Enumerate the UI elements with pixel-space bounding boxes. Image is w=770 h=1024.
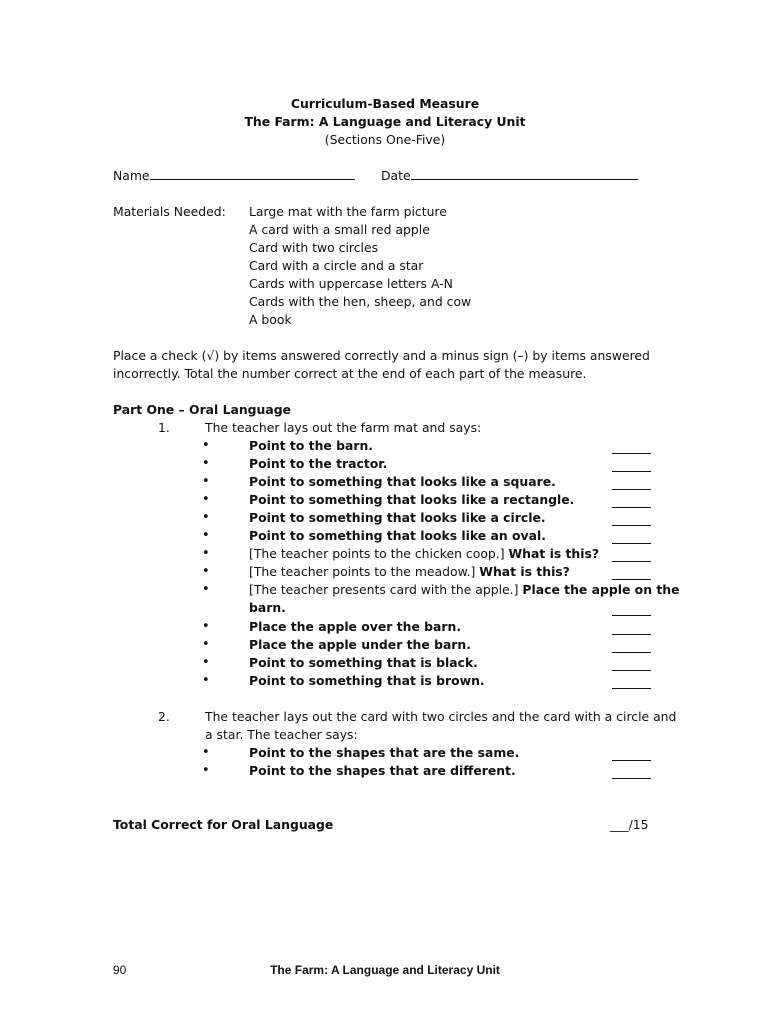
bullet-icon: • bbox=[202, 492, 210, 507]
name-label: Name bbox=[113, 168, 150, 183]
bullet-icon: • bbox=[202, 655, 210, 670]
materials-item: Cards with the hen, sheep, and cow bbox=[249, 294, 472, 309]
question-intro: The teacher lays out the farm mat and says: bbox=[205, 420, 482, 435]
score-blank[interactable] bbox=[612, 524, 651, 526]
instructions-line: Place a check (√) by items answered correctly and a minus sign (–) by items answered bbox=[113, 348, 650, 363]
bullet-icon: • bbox=[202, 438, 210, 453]
score-blank[interactable] bbox=[612, 488, 651, 490]
list-item-continuation: barn. bbox=[249, 600, 286, 615]
score-blank[interactable] bbox=[612, 470, 651, 472]
bullet-icon: • bbox=[202, 745, 210, 760]
materials-item: Cards with uppercase letters A-N bbox=[249, 276, 453, 291]
page-number: 90 bbox=[113, 963, 127, 977]
score-blank[interactable] bbox=[612, 614, 651, 616]
bullet-icon: • bbox=[202, 546, 210, 561]
list-item: Point to the shapes that are the same. bbox=[249, 745, 520, 760]
bullet-icon: • bbox=[202, 582, 210, 597]
date-line bbox=[411, 178, 638, 180]
question-intro: a star. The teacher says: bbox=[205, 727, 358, 742]
materials-label: Materials Needed: bbox=[113, 204, 226, 219]
score-blank[interactable] bbox=[612, 452, 651, 454]
bullet-icon: • bbox=[202, 474, 210, 489]
question-number: 1. bbox=[158, 420, 170, 435]
materials-item: Card with two circles bbox=[249, 240, 379, 255]
score-blank[interactable] bbox=[612, 759, 651, 761]
score-blank[interactable] bbox=[612, 777, 651, 779]
bullet-icon: • bbox=[202, 763, 210, 778]
part-one-heading: Part One – Oral Language bbox=[113, 402, 292, 417]
name-field[interactable] bbox=[113, 168, 355, 183]
question-number: 2. bbox=[158, 709, 170, 724]
score-blank[interactable] bbox=[612, 560, 651, 562]
list-item: Point to something that looks like a circle. bbox=[249, 510, 546, 525]
score-blank[interactable] bbox=[612, 687, 651, 689]
instructions-line: incorrectly. Total the number correct at the end of each part of the measure. bbox=[113, 366, 587, 381]
materials-item: Large mat with the farm picture bbox=[249, 204, 447, 219]
footer-title: The Farm: A Language and Literacy Unit bbox=[270, 963, 500, 977]
date-field[interactable] bbox=[381, 168, 638, 183]
materials-item: Card with a circle and a star bbox=[249, 258, 424, 273]
score-blank[interactable] bbox=[612, 506, 651, 508]
bullet-icon: • bbox=[202, 619, 210, 634]
total-score[interactable]: ___/15 bbox=[610, 817, 649, 832]
bullet-icon: • bbox=[202, 673, 210, 688]
list-item: [The teacher points to the chicken coop.] What is this? bbox=[249, 546, 600, 561]
list-item: Point to something that looks like a square. bbox=[249, 474, 556, 489]
list-item: Point to something that looks like a rectangle. bbox=[249, 492, 575, 507]
materials-item: A card with a small red apple bbox=[249, 222, 430, 237]
bullet-icon: • bbox=[202, 456, 210, 471]
list-item: Point to something that is brown. bbox=[249, 673, 485, 688]
document-title: Curriculum-Based Measure bbox=[290, 96, 480, 111]
score-blank[interactable] bbox=[612, 633, 651, 635]
score-blank[interactable] bbox=[612, 669, 651, 671]
materials-item: A book bbox=[249, 312, 292, 327]
list-item: Point to something that is black. bbox=[249, 655, 478, 670]
date-label: Date bbox=[381, 168, 411, 183]
score-blank[interactable] bbox=[612, 578, 651, 580]
list-item: Place the apple over the barn. bbox=[249, 619, 462, 634]
bullet-icon: • bbox=[202, 564, 210, 579]
score-blank[interactable] bbox=[612, 651, 651, 653]
list-item: Point to the barn. bbox=[249, 438, 373, 453]
total-label: Total Correct for Oral Language bbox=[113, 817, 334, 832]
bullet-icon: • bbox=[202, 637, 210, 652]
bullet-icon: • bbox=[202, 528, 210, 543]
unit-title: The Farm: A Language and Literacy Unit bbox=[244, 114, 526, 129]
list-item: Point to the tractor. bbox=[249, 456, 388, 471]
name-line bbox=[150, 178, 355, 180]
list-item: [The teacher points to the meadow.] What is this? bbox=[249, 564, 570, 579]
score-blank[interactable] bbox=[612, 542, 651, 544]
list-item: Point to something that looks like an oval. bbox=[249, 528, 546, 543]
list-item: Point to the shapes that are different. bbox=[249, 763, 516, 778]
list-item: Place the apple under the barn. bbox=[249, 637, 471, 652]
list-item: [The teacher presents card with the apple.] Place the apple on the bbox=[249, 582, 680, 597]
question-intro: The teacher lays out the card with two circles and the card with a circle and bbox=[205, 709, 677, 724]
bullet-icon: • bbox=[202, 510, 210, 525]
sections-label: (Sections One-Five) bbox=[324, 132, 446, 147]
